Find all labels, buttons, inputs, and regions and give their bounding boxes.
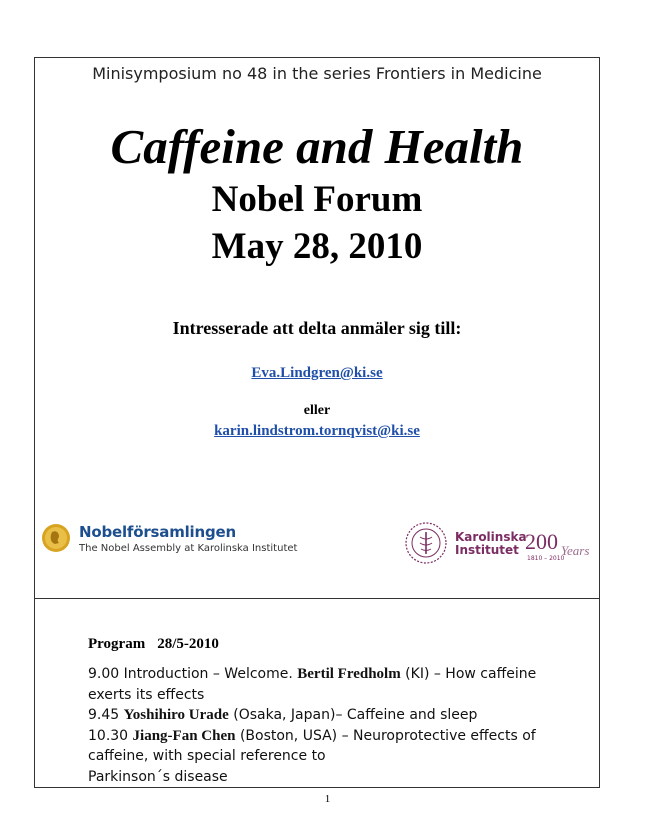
program-date: 28/5-2010 <box>157 636 219 652</box>
item-affil: (Boston, USA) – Neuroprotective effects of caffeine, with special reference to <box>88 727 536 765</box>
item-speaker: Bertil Fredholm <box>297 666 401 682</box>
program-tail: Parkinson´s disease <box>88 768 228 785</box>
event-date: May 28, 2010 <box>211 226 423 267</box>
item-speaker: Yoshihiro Urade <box>123 707 229 724</box>
item-affil: (Osaka, Japan)– Caffeine and sleep <box>233 707 478 724</box>
nobel-assembly-subtitle: The Nobel Assembly at Karolinska Institutet <box>79 543 298 554</box>
item-time: 9.45 <box>88 707 120 724</box>
anniversary-number: 200 <box>525 529 558 554</box>
item-time: 9.00 <box>88 666 120 682</box>
karolinska-name-line1: Karolinska <box>455 530 527 544</box>
nobel-medal-icon <box>41 523 71 553</box>
program-label: Program <box>88 636 146 652</box>
program-item <box>88 664 568 705</box>
email-link-2[interactable]: karin.lindstrom.tornqvist@ki.se <box>214 423 420 439</box>
anniversary-years: Years <box>561 543 590 558</box>
program-heading <box>88 636 219 653</box>
item-affil: (KI) – How caffeine exerts its effects <box>88 666 537 703</box>
email-link-1[interactable]: Eva.Lindgren@ki.se <box>251 365 383 381</box>
item-speaker: Jiang-Fan Chen <box>132 727 236 744</box>
karolinska-seal-icon <box>404 521 448 565</box>
nobel-assembly-name: Nobelförsamlingen <box>79 523 236 541</box>
page-number: 1 <box>324 793 331 805</box>
page-title: Caffeine and Health <box>110 119 524 174</box>
or-text: eller <box>303 403 331 418</box>
series-line: Minisymposium no 48 in the series Frontiers in Medicine <box>92 64 542 83</box>
karolinska-name-line2: Institutet <box>455 543 519 557</box>
program-list <box>88 664 568 788</box>
program-item <box>88 705 568 726</box>
program-item <box>88 726 568 767</box>
item-time: 10.30 <box>88 727 129 744</box>
venue: Nobel Forum <box>211 179 423 220</box>
item-pre: Introduction – Welcome. <box>123 666 293 682</box>
karolinska-name <box>455 531 527 557</box>
registration-text: Intresserade att delta anmäler sig till: <box>172 318 462 338</box>
anniversary-range: 1810 – 2010 <box>527 555 565 562</box>
